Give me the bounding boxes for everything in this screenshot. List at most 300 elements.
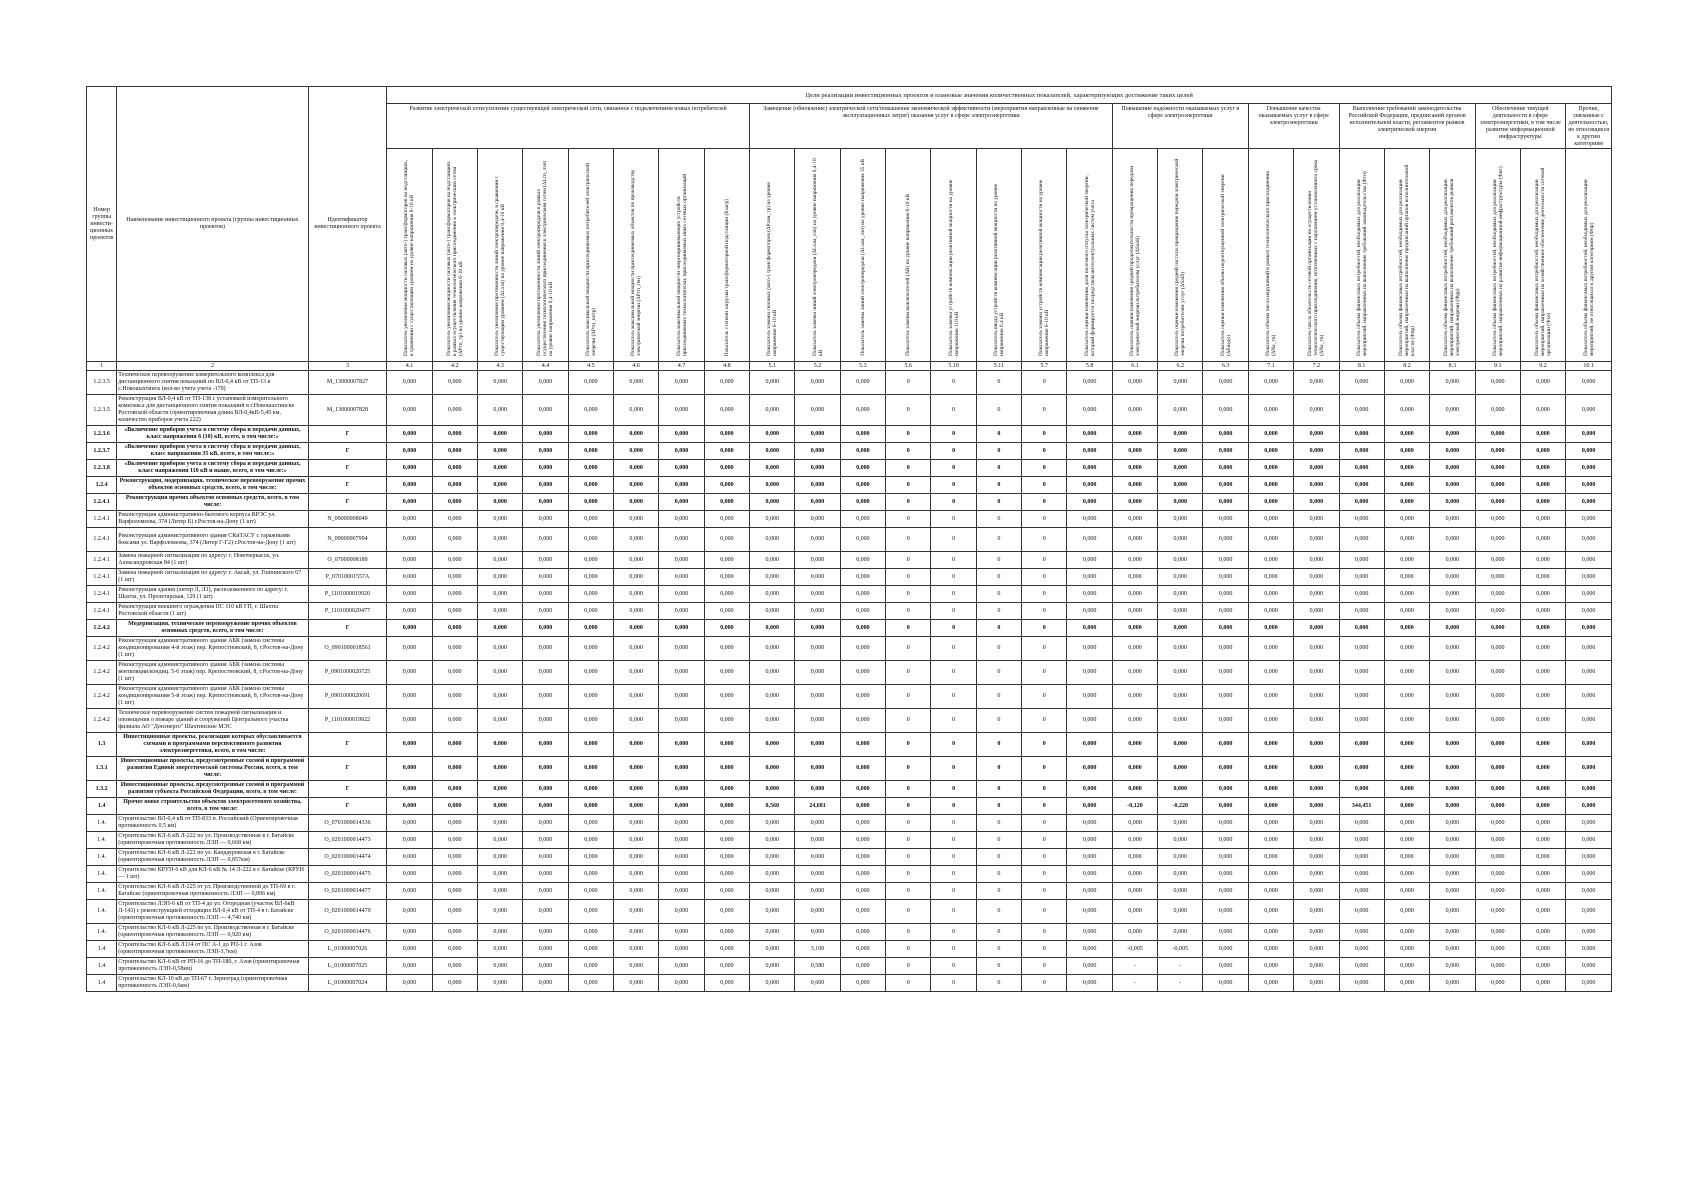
indicator-value: 0,000: [840, 552, 885, 569]
indicator-value: 0,000: [704, 883, 749, 900]
indicator-value: 0: [1022, 733, 1067, 757]
table-row: [87, 552, 1612, 569]
goal-group-header: Выполнение требований законодательства Российской Федерации, предписаний органов исполнительной власти, регламентов рынков электрической энергии: [1339, 104, 1475, 149]
indicator-value: 0,000: [1430, 866, 1475, 883]
row-number: 1.4: [87, 798, 117, 815]
indicator-header-text: Показатель замены устройств компенсации реактивной мощности на уровне напряжения 110 кВ: [947, 179, 960, 356]
project-name: Реконструкция административно-бытового корпуса ВРЭС ул. Варфоломеева, 374 (Литер Б) г.Ростов-на-Дону (1 шт): [117, 511, 308, 528]
indicator-value: 0,000: [387, 866, 432, 883]
indicator-value: 0,000: [1112, 443, 1157, 460]
indicator-value: 0,000: [840, 832, 885, 849]
indicator-header-text: Показатель объема числа нарушений в рамках технологического присоединения (ΔNа_тп): [1264, 171, 1277, 356]
row-number: 1.4: [87, 958, 117, 975]
indicator-value: 0,000: [840, 528, 885, 552]
indicator-value: 0,000: [1430, 395, 1475, 426]
indicator-value: 0,000: [568, 709, 613, 733]
indicator-value: 0,000: [659, 569, 704, 586]
col-header-id: Идентификатор инвестиционного проекта: [308, 87, 387, 362]
indicator-value: 0,000: [568, 603, 613, 620]
table-row: [87, 637, 1612, 661]
indicator-value: 0: [976, 511, 1021, 528]
indicator-value: 0,000: [477, 849, 522, 866]
indicator-value: 0,000: [432, 924, 477, 941]
indicator-value: 0,000: [1384, 733, 1429, 757]
indicator-value: 0,000: [1339, 832, 1384, 849]
indicator-value: 0: [1022, 866, 1067, 883]
indicator-value: 0,000: [1067, 883, 1112, 900]
indicator-value: 0,000: [387, 709, 432, 733]
indicator-value: 0,000: [568, 460, 613, 477]
indicator-value: 0,000: [1566, 900, 1612, 924]
indicator-value: 0,000: [387, 661, 432, 685]
indicator-header: [523, 149, 568, 362]
indicator-value: 0,000: [750, 941, 795, 958]
indicator-value: 0,000: [387, 477, 432, 494]
indicator-value: 344,451: [1339, 798, 1384, 815]
indicator-value: 0: [931, 849, 976, 866]
indicator-value: 0,000: [750, 975, 795, 992]
indicator-header: [1067, 149, 1112, 362]
indicator-value: 0,000: [659, 733, 704, 757]
indicator-value: 0,000: [1112, 494, 1157, 511]
indicator-value: 0,000: [1203, 460, 1248, 477]
indicator-value: 0,000: [1067, 832, 1112, 849]
indicator-value: 0,000: [1203, 426, 1248, 443]
indicator-value: 0,000: [704, 709, 749, 733]
indicator-header-text: Показатель оценки изменения доли полезного отпуска электрической энергии, который формируется посредством интеллектуальных систем учета: [1083, 175, 1096, 356]
indicator-value: 0,000: [614, 528, 659, 552]
indicator-value: 0,000: [1112, 709, 1157, 733]
indicator-value: 0,000: [704, 958, 749, 975]
indicator-value: 0,000: [659, 709, 704, 733]
indicator-value: 0,000: [523, 494, 568, 511]
indicator-value: 0,000: [387, 798, 432, 815]
indicator-value: 0,000: [1384, 620, 1429, 637]
column-index: 4.2: [432, 362, 477, 371]
indicator-value: 0,000: [387, 733, 432, 757]
indicator-value: 0,000: [432, 620, 477, 637]
table-row: [87, 460, 1612, 477]
indicator-value: 0,000: [1158, 395, 1203, 426]
table-row: [87, 477, 1612, 494]
indicator-value: 0: [1022, 815, 1067, 832]
column-index: 10.1: [1566, 362, 1612, 371]
indicator-header-text: Показатель объема финансовых потребностей, необходимых для реализации мероприятий, направленных на выполнение требований регламентов рынков электрической энергии (Фрр): [1443, 178, 1462, 356]
indicator-value: 0: [1022, 900, 1067, 924]
indicator-value: 0,000: [1294, 371, 1339, 395]
indicator-value: 0,000: [523, 528, 568, 552]
indicator-value: 0,000: [1384, 975, 1429, 992]
indicator-value: 0: [976, 620, 1021, 637]
indicator-value: 0,000: [477, 798, 522, 815]
indicator-value: 0,000: [1384, 958, 1429, 975]
indicator-value: 0,000: [704, 620, 749, 637]
indicator-value: 0,000: [523, 975, 568, 992]
indicator-value: 0,000: [568, 975, 613, 992]
indicator-value: 0,000: [523, 661, 568, 685]
indicator-value: 0,000: [1158, 900, 1203, 924]
indicator-value: 0,000: [1158, 757, 1203, 781]
indicator-value: 0,000: [795, 900, 840, 924]
indicator-value: 0,000: [795, 528, 840, 552]
indicator-header-text: Показатель степени загрузки трансформаторной подстанции (Кзагр): [723, 198, 730, 356]
indicator-value: 0,000: [750, 733, 795, 757]
indicator-header-text: Показатель увеличения мощности силовых (авто-) трансформаторов на подстанциях в рамках осуществления технологического присоединения к электрическим сетям (ΔPтп_тр) на уровне напряжения 6-10 кВ: [445, 161, 464, 356]
indicator-value: 0,000: [1158, 477, 1203, 494]
indicator-value: 0,000: [523, 685, 568, 709]
indicator-value: 0,000: [750, 460, 795, 477]
row-number: 1.2.4: [87, 477, 117, 494]
indicator-value: 0: [1022, 958, 1067, 975]
indicator-value: 0,000: [840, 637, 885, 661]
indicator-value: 0: [1022, 685, 1067, 709]
indicator-value: 0,000: [1158, 815, 1203, 832]
indicator-header-text: Показатель замены линий электропередачи (ΔLзам_лэп) на уровне напряжения 0,4-10 кВ: [811, 158, 824, 356]
indicator-value: 0,000: [1430, 815, 1475, 832]
table-row: [87, 798, 1612, 815]
project-name: Строительство ЛЭП-6 кВ от ТП-4 до ул. Огородная (участок ВЛ-6кВ Л-143) с реконструкцией отходящих ВЛ-0,4 кВ от ТП-4 в г. Батайске (ориентировочная протяженность ЛЭП — 4,740 км): [117, 900, 308, 924]
indicator-value: 0,000: [1203, 620, 1248, 637]
indicator-value: 0,000: [659, 395, 704, 426]
indicator-header-text: Показатель увеличения мощности силовых (авто-) трансформаторов на подстанциях, в сравнении с существующим уровнем на уровне напряжения 6-10 кВ: [403, 159, 416, 356]
indicator-value: 0,000: [1067, 569, 1112, 586]
column-index: 5.2: [795, 362, 840, 371]
indicator-value: 0,000: [523, 757, 568, 781]
indicator-value: 0,000: [432, 569, 477, 586]
indicator-value: 0: [1022, 477, 1067, 494]
indicator-value: 0,000: [1430, 552, 1475, 569]
indicator-value: 0: [886, 781, 931, 798]
indicator-value: 0: [976, 757, 1021, 781]
indicator-value: 0,000: [1566, 511, 1612, 528]
indicator-value: 0,000: [840, 511, 885, 528]
indicator-value: 0,000: [1112, 900, 1157, 924]
row-number: 1.2.4.1: [87, 511, 117, 528]
indicator-value: 0,000: [1339, 733, 1384, 757]
indicator-value: 0,000: [1248, 528, 1293, 552]
indicator-value: 0,000: [614, 757, 659, 781]
indicator-value: 0,000: [387, 883, 432, 900]
indicator-value: 0,000: [614, 460, 659, 477]
indicator-value: 0,000: [1112, 426, 1157, 443]
indicator-value: 0,000: [568, 958, 613, 975]
indicator-value: 0,000: [1294, 975, 1339, 992]
table-row: [87, 395, 1612, 426]
indicator-value: 0,000: [1339, 603, 1384, 620]
indicator-value: 0,000: [523, 460, 568, 477]
indicator-value: 0,000: [1384, 849, 1429, 866]
indicator-value: 0,000: [704, 781, 749, 798]
indicator-value: 0,000: [477, 620, 522, 637]
indicator-value: 0,000: [840, 395, 885, 426]
indicator-value: 0,000: [387, 781, 432, 798]
indicator-value: 0,000: [1475, 494, 1520, 511]
indicator-value: 0: [886, 620, 931, 637]
project-id: O_0201000014475: [308, 866, 387, 883]
column-index: 4.7: [659, 362, 704, 371]
indicator-value: 0: [1022, 709, 1067, 733]
indicator-value: 0,000: [795, 685, 840, 709]
indicator-value: 0,000: [614, 637, 659, 661]
indicator-value: 0,000: [704, 757, 749, 781]
indicator-value: 0,000: [387, 849, 432, 866]
indicator-value: 0,000: [1248, 460, 1293, 477]
indicator-value: 0,000: [477, 528, 522, 552]
indicator-value: 0,000: [432, 832, 477, 849]
indicator-value: 0: [976, 866, 1021, 883]
indicator-value: 0,000: [1566, 757, 1612, 781]
indicator-value: 0,000: [477, 866, 522, 883]
project-id: Г: [308, 494, 387, 511]
column-index: 4.8: [704, 362, 749, 371]
indicator-value: 0,000: [1384, 637, 1429, 661]
indicator-value: 0,000: [523, 709, 568, 733]
table-row: [87, 528, 1612, 552]
indicator-value: 0,000: [750, 924, 795, 941]
indicator-value: 0,000: [795, 620, 840, 637]
indicator-value: 0,000: [1248, 849, 1293, 866]
indicator-value: 0,000: [840, 709, 885, 733]
indicator-value: 0,000: [387, 924, 432, 941]
indicator-value: 0,000: [840, 371, 885, 395]
indicator-value: 0,000: [704, 832, 749, 849]
indicator-value: 0: [886, 849, 931, 866]
indicator-header-text: Показатель замены силовых (авто-) трансформаторов (ΔPзам_тр) на уровне напряжения 6-10 кВ: [766, 182, 779, 356]
indicator-value: 0: [1022, 494, 1067, 511]
indicator-value: 0,000: [568, 941, 613, 958]
indicator-value: 0,000: [750, 569, 795, 586]
indicator-value: 0,000: [1112, 637, 1157, 661]
indicator-value: 0,000: [1067, 426, 1112, 443]
indicator-value: 0,000: [387, 685, 432, 709]
indicator-value: 0,000: [1475, 941, 1520, 958]
indicator-value: 0,000: [1158, 685, 1203, 709]
indicator-value: 0,000: [1067, 528, 1112, 552]
indicator-value: 0,000: [1294, 494, 1339, 511]
indicator-value: 0,000: [1203, 569, 1248, 586]
indicator-value: 0,000: [704, 395, 749, 426]
indicator-value: 0,000: [614, 477, 659, 494]
indicator-header: [432, 149, 477, 362]
indicator-value: 0,000: [1203, 494, 1248, 511]
indicator-value: 0,000: [1158, 426, 1203, 443]
indicator-value: 0,000: [1520, 586, 1565, 603]
indicator-value: 0,000: [1248, 883, 1293, 900]
indicator-value: 0,000: [795, 815, 840, 832]
column-index: 2: [117, 362, 308, 371]
indicator-value: 0,000: [1112, 924, 1157, 941]
indicator-value: 0,000: [523, 426, 568, 443]
indicator-value: 0: [886, 460, 931, 477]
indicator-header: [1158, 149, 1203, 362]
indicator-value: 0,000: [1520, 460, 1565, 477]
indicator-value: 0,000: [568, 620, 613, 637]
indicator-value: 0,000: [1475, 477, 1520, 494]
indicator-value: 0,000: [1339, 958, 1384, 975]
column-index: 9.1: [1475, 362, 1520, 371]
indicator-value: 0,000: [1566, 552, 1612, 569]
indicator-value: 0,000: [387, 958, 432, 975]
indicator-value: 0,000: [659, 781, 704, 798]
indicator-value: 0,000: [795, 494, 840, 511]
indicator-value: 0,000: [1294, 924, 1339, 941]
indicator-value: 0,000: [477, 552, 522, 569]
indicator-value: 0,000: [1203, 849, 1248, 866]
indicator-value: 0,000: [432, 709, 477, 733]
indicator-value: 0,000: [795, 460, 840, 477]
indicator-value: 0: [976, 733, 1021, 757]
indicator-value: 0,000: [387, 494, 432, 511]
indicator-value: 0,000: [614, 849, 659, 866]
indicator-value: 0,000: [1566, 586, 1612, 603]
table-row: [87, 620, 1612, 637]
indicator-value: 0,000: [1112, 883, 1157, 900]
indicator-value: 0: [1022, 586, 1067, 603]
indicator-value: 0: [931, 975, 976, 992]
indicator-value: 0,000: [1203, 958, 1248, 975]
indicator-value: 0: [931, 815, 976, 832]
indicator-value: 0: [886, 883, 931, 900]
indicator-value: 0,000: [1430, 443, 1475, 460]
indicator-value: 0,000: [432, 586, 477, 603]
indicator-value: 0,000: [1158, 371, 1203, 395]
indicator-value: 0,000: [1294, 443, 1339, 460]
indicator-value: 0,000: [1067, 477, 1112, 494]
indicator-value: 0,000: [1203, 924, 1248, 941]
indicator-value: 0,000: [1339, 443, 1384, 460]
indicator-value: 0,000: [1294, 528, 1339, 552]
column-index: 7.2: [1294, 362, 1339, 371]
row-number: 1.4.: [87, 883, 117, 900]
indicator-value: 0,000: [1067, 798, 1112, 815]
indicator-value: 0,000: [1384, 426, 1429, 443]
indicator-value: 0,000: [568, 849, 613, 866]
indicator-value: 0: [976, 924, 1021, 941]
indicator-value: 0,000: [523, 371, 568, 395]
indicator-value: 0: [1022, 426, 1067, 443]
indicator-header: [1339, 149, 1384, 362]
project-name: Техническое перевооружение систем пожарной сигнализации и оповещения о пожаре зданий и сооружений Центрального участка филиала АО "Донэнерго" Шахтинские МЭС: [117, 709, 308, 733]
row-number: 1.2.3.5: [87, 371, 117, 395]
indicator-value: 0,000: [1520, 443, 1565, 460]
indicator-value: 0,000: [750, 586, 795, 603]
indicator-value: 0,000: [704, 460, 749, 477]
indicator-value: 0,000: [659, 900, 704, 924]
indicator-value: 0,000: [523, 900, 568, 924]
indicator-value: 0: [976, 494, 1021, 511]
indicator-header: [1520, 149, 1565, 362]
row-number: 1.2.4.2: [87, 637, 117, 661]
row-number: 1.2.4.2: [87, 685, 117, 709]
indicator-value: 0,000: [1067, 552, 1112, 569]
indicator-value: 0,000: [750, 849, 795, 866]
indicator-value: 0,000: [1067, 958, 1112, 975]
project-id: P_1101000019922: [308, 709, 387, 733]
indicator-header-text: Показатель оценки изменения средней частоты прекращения передачи электрической энергии потребителям услуг (ΔSaifi): [1174, 158, 1187, 356]
indicator-value: 0,000: [1248, 620, 1293, 637]
indicator-value: 0: [931, 941, 976, 958]
indicator-value: 0,000: [387, 815, 432, 832]
indicator-value: 0,000: [1294, 426, 1339, 443]
indicator-value: 0,000: [568, 637, 613, 661]
project-name: Строительство КЛ-6 кВ Л-222 по ул. Производственная в г. Батайске (ориентировочная протяженность ЛЭП — 0,668 км): [117, 832, 308, 849]
indicator-value: 0,000: [1566, 941, 1612, 958]
project-name: Реконструкция здания (литер Л, Л1), расположенного по адресу: г. Шахты, ул. Пролетарская, 129 (1 шт): [117, 586, 308, 603]
row-number: 1.2.4.2: [87, 620, 117, 637]
indicator-value: 0,000: [477, 757, 522, 781]
indicator-value: 0,000: [1520, 371, 1565, 395]
table-row: [87, 443, 1612, 460]
table-row: [87, 941, 1612, 958]
indicator-value: 0,000: [1248, 958, 1293, 975]
indicator-header: [1475, 149, 1520, 362]
indicator-value: 0,000: [1067, 733, 1112, 757]
indicator-value: 0,000: [1339, 586, 1384, 603]
indicator-value: 0,000: [1384, 781, 1429, 798]
indicator-value: 0: [976, 603, 1021, 620]
indicator-value: 0: [886, 757, 931, 781]
indicator-value: 0,600: [795, 975, 840, 992]
indicator-value: 0,000: [568, 733, 613, 757]
column-index: 5.10: [931, 362, 976, 371]
indicator-value: 0,000: [1294, 637, 1339, 661]
indicator-value: 0,000: [1112, 371, 1157, 395]
indicator-value: 0,000: [1475, 603, 1520, 620]
indicator-value: 0,000: [477, 685, 522, 709]
indicator-value: 0,000: [1158, 443, 1203, 460]
indicator-value: 0,000: [795, 924, 840, 941]
project-id: P_0901000020725: [308, 661, 387, 685]
project-id: L_01000007025: [308, 958, 387, 975]
goal-group-header: Обеспечение текущей деятельности в сфере электроэнергетики, в том числе развитие информационной инфраструктуры: [1475, 104, 1566, 149]
indicator-value: 0,000: [750, 395, 795, 426]
indicator-value: 0,000: [1294, 603, 1339, 620]
indicator-value: 0,000: [1566, 733, 1612, 757]
indicator-value: 24,681: [795, 798, 840, 815]
project-name: «Включение приборов учета в систему сбора и передачи данных, класс напряжения 6 (10) кВ, всего, в том числе:»: [117, 426, 308, 443]
indicator-value: 0,000: [568, 586, 613, 603]
indicator-value: 0,000: [1520, 528, 1565, 552]
indicator-value: 0,000: [795, 586, 840, 603]
indicator-value: 0,000: [1294, 685, 1339, 709]
indicator-value: 0,000: [387, 637, 432, 661]
indicator-value: 8,560: [750, 798, 795, 815]
project-id: Г: [308, 426, 387, 443]
indicator-value: 0: [931, 460, 976, 477]
indicator-value: 0,000: [840, 620, 885, 637]
indicator-value: 0,000: [1566, 798, 1612, 815]
indicator-value: 0,000: [840, 426, 885, 443]
indicator-value: 0,000: [614, 620, 659, 637]
indicator-value: 0,000: [523, 603, 568, 620]
indicator-value: 0,000: [614, 661, 659, 685]
indicator-value: 0,000: [477, 586, 522, 603]
indicator-value: 0,000: [659, 528, 704, 552]
indicator-value: 0,000: [1384, 494, 1429, 511]
indicator-value: 0,000: [1248, 975, 1293, 992]
project-id: L_01000007026: [308, 941, 387, 958]
indicator-value: 0,000: [1384, 586, 1429, 603]
indicator-value: 0,000: [1520, 798, 1565, 815]
indicator-value: 0,000: [1203, 685, 1248, 709]
indicator-header-text: Показатель замены устройств компенсации реактивной мощности на уровне напряжения 6-10 кВ: [1038, 179, 1051, 356]
indicator-value: 0,000: [614, 883, 659, 900]
indicator-value: 0,000: [614, 866, 659, 883]
project-name: Строительство КЛ-6 кВ от РП-16 до ТП-180, г. Азов (ориентировочная протяженность ЛЭП-0,58км): [117, 958, 308, 975]
indicator-value: 0,000: [1294, 569, 1339, 586]
row-number: 1.4.: [87, 849, 117, 866]
project-name: Строительство КЛ-6 кВ Л114 от ПС А-1 до РП-1 г. Азов (ориентировочная протяженность ЛЭП-3,7км): [117, 941, 308, 958]
